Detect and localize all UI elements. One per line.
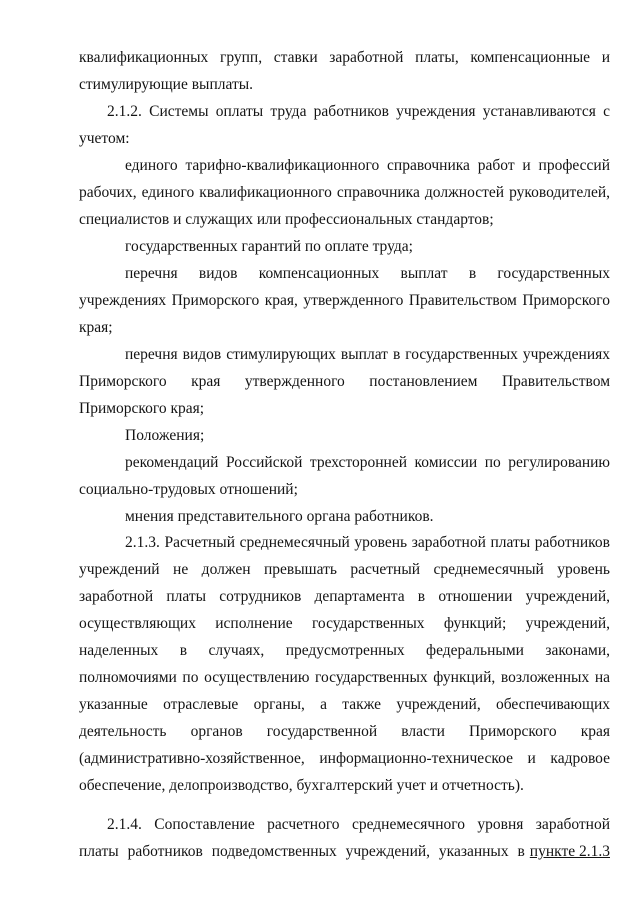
list-item: перечня видов стимулирующих выплат в государственных учреждениях <box>125 346 610 363</box>
text-line: указанные отраслевые органы, а также учреждений, обеспечивающих <box>79 696 610 713</box>
text-line: учетом: <box>79 130 130 147</box>
text-line: рабочих, единого квалификационного справочника должностей руководителей, <box>79 184 610 201</box>
text-line: края; <box>79 319 113 336</box>
text-line: специалистов и служащих или профессиональных стандартов; <box>79 211 494 228</box>
text-line: обеспечение, делопроизводство, бухгалтерский учет и отчетность). <box>79 777 524 794</box>
paragraph-2-1-4: 2.1.4. Сопоставление расчетного среднемесячного уровня заработной <box>107 816 610 833</box>
text-line: заработной платы сотрудников департамента в отношении учреждений, <box>79 588 610 605</box>
list-item: перечня видов компенсационных выплат в государственных <box>125 265 610 282</box>
text-line: платы работников подведомственных учреждений, указанных в <box>79 843 525 860</box>
paragraph-2-1-3: 2.1.3. Расчетный среднемесячный уровень заработной платы работников <box>125 534 610 551</box>
text-line: социально-трудовых отношений; <box>79 481 298 498</box>
paragraph-2-1-2: 2.1.2. Системы оплаты труда работников учреждения устанавливаются с <box>107 103 610 120</box>
text-line: Приморского края; <box>79 400 205 417</box>
text-line: квалификационных групп, ставки заработной платы, компенсационные и <box>79 49 610 66</box>
text-line: стимулирующие выплаты. <box>79 76 254 93</box>
list-item: мнения представительного органа работников. <box>125 508 434 525</box>
text-line-with-link <box>79 839 610 865</box>
text-line: полномочиями по осуществлению государственных функций, возложенных на <box>79 669 610 686</box>
clause-link[interactable]: пункте 2.1.3 <box>529 843 610 860</box>
text-line: Приморского края утвержденного постановлением Правительством <box>79 373 610 390</box>
text-line: наделенных в случаях, предусмотренных федеральными законами, <box>79 642 610 659</box>
text-line: учреждений не должен превышать расчетный среднемесячный уровень <box>79 561 610 578</box>
text-line: учреждениях Приморского края, утвержденного Правительством Приморского <box>79 292 610 309</box>
text-line: (административно-хозяйственное, информационно-техническое и кадровое <box>79 750 610 767</box>
list-item: Положения; <box>125 427 205 444</box>
list-item: единого тарифно-квалификационного справочника работ и профессий <box>125 157 610 174</box>
list-item: рекомендаций Российской трехсторонней комиссии по регулированию <box>125 454 610 471</box>
text-line: деятельность органов государственной власти Приморского края <box>79 723 610 740</box>
text-line: осуществляющих исполнение государственных функций; учреждений, <box>79 615 610 632</box>
list-item: государственных гарантий по оплате труда; <box>125 238 413 255</box>
